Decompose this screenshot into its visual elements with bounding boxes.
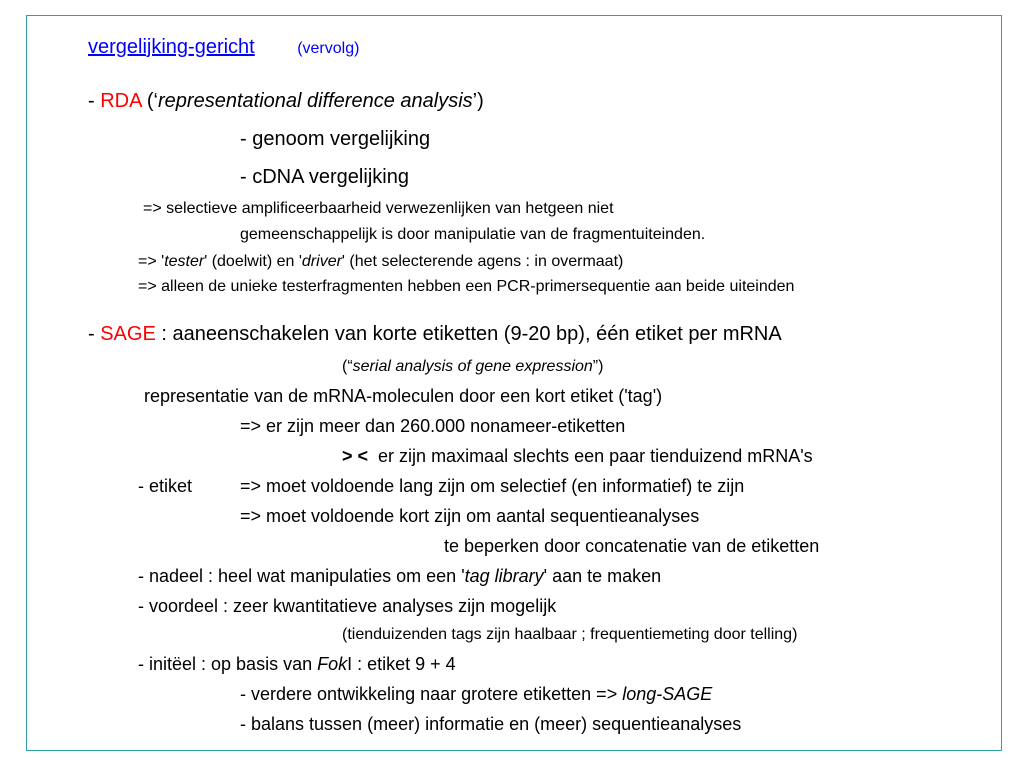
sage-exp-close: ”) xyxy=(592,358,604,375)
sage-development xyxy=(240,684,712,705)
sage-expansion: serial analysis of gene expression xyxy=(352,358,593,375)
note-part: ' (het selecterende agens : in overmaat) xyxy=(341,253,624,270)
tester-term: tester xyxy=(164,253,205,270)
rda-item-cdna: - cDNA vergelijking xyxy=(240,166,409,188)
initeel-part: - initëel : op basis van xyxy=(138,654,318,674)
rda-note-unique: => alleen de unieke testerfragmenten hebben een PCR-primersequentie aan beide uiteinden xyxy=(138,278,795,295)
title-line xyxy=(88,36,359,59)
comparison-text: er zijn maximaal slechts een paar tienduizend mRNA's xyxy=(378,446,813,466)
sage-voordeel-note: (tienduizenden tags zijn haalbaar ; frequentiemeting door telling) xyxy=(342,626,798,643)
sage-representation: representatie van de mRNA-moleculen door een kort etiket ('tag') xyxy=(144,386,663,406)
nadeel-part: - nadeel : heel wat manipulaties om een ' xyxy=(138,566,465,586)
sage-term: SAGE xyxy=(100,323,156,345)
page-subtitle: (vervolg) xyxy=(297,40,360,57)
rda-note-selective: => selectieve amplificeerbaarheid verwezenlijken van hetgeen niet xyxy=(143,200,614,217)
nadeel-part: ' aan te maken xyxy=(543,566,662,586)
etiket-short-cont: te beperken door concatenatie van de etiketten xyxy=(444,536,820,556)
sage-count: => er zijn meer dan 260.000 nonameer-etiketten xyxy=(240,416,626,436)
rda-paren-open: (‘ xyxy=(141,90,159,112)
initeel-part: I : etiket 9 + 4 xyxy=(347,654,456,674)
page-title[interactable]: vergelijking-gericht xyxy=(88,36,255,58)
long-sage-term: long-SAGE xyxy=(622,684,713,704)
tag-library-term: tag library xyxy=(464,566,544,586)
etiket-label: - etiket xyxy=(138,476,193,496)
sage-nadeel xyxy=(138,566,661,587)
comparison-symbol: > < xyxy=(342,446,369,466)
note-part: => ' xyxy=(138,253,165,270)
rda-heading xyxy=(88,90,484,113)
sage-heading xyxy=(88,323,782,346)
sage-exp-open: (“ xyxy=(342,358,353,375)
rda-note-selective-cont: gemeenschappelijk is door manipulatie van de fragmentuiteinden. xyxy=(240,226,706,243)
rda-item-genome: - genoom vergelijking xyxy=(240,128,431,150)
etiket-long: => moet voldoende lang zijn om selectief (en informatief) te zijn xyxy=(240,476,745,496)
sage-description: : aaneenschakelen van korte etiketten (9-20 bp), één etiket per mRNA xyxy=(155,323,782,345)
note-part: ' (doelwit) en ' xyxy=(204,253,302,270)
sage-expansion-line xyxy=(342,358,603,376)
development-part: - verdere ontwikkeling naar grotere etiketten => xyxy=(240,684,623,704)
rda-paren-close: ’) xyxy=(472,90,484,112)
sage-dash: - xyxy=(88,323,101,345)
rda-dash: - xyxy=(88,90,101,112)
sage-comparison-line xyxy=(342,446,813,467)
sage-voordeel: - voordeel : zeer kwantitatieve analyses zijn mogelijk xyxy=(138,596,557,616)
rda-term: RDA xyxy=(100,90,142,112)
fok-term: Fok xyxy=(317,654,348,674)
rda-expansion: representational difference analysis xyxy=(158,90,473,112)
driver-term: driver xyxy=(301,253,342,270)
sage-balance: - balans tussen (meer) informatie en (meer) sequentieanalyses xyxy=(240,714,742,734)
rda-note-tester-driver xyxy=(138,253,623,271)
sage-initeel xyxy=(138,654,456,675)
etiket-short: => moet voldoende kort zijn om aantal sequentieanalyses xyxy=(240,506,700,526)
